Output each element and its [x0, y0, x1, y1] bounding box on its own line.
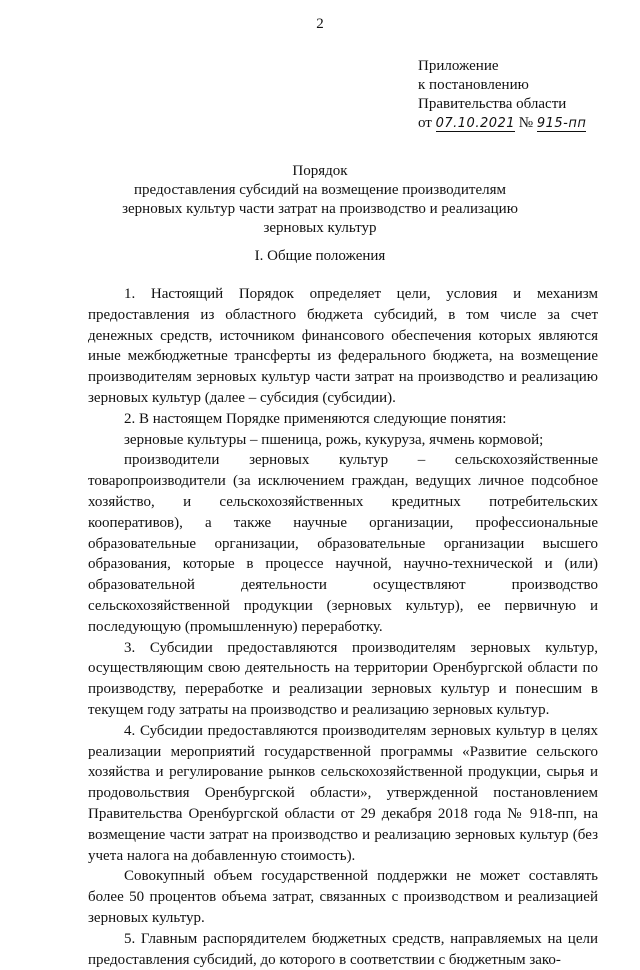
paragraph-1: 1. Настоящий Порядок определяет цели, условия и механизм предоставления из областного бюджета субсидий, в том числе за счет денежных средств, источником финансового обеспечения которых являются иные межбюджетные трансферты из федерального бюджета, на возмещение производителям зерновых культур части затрат на производство и реализацию зерновых культур (далее – субсидия (субсидии). [88, 286, 598, 406]
title-line-2: предоставления субсидий на возмещение производителям [133, 182, 507, 198]
paragraph-3: 3. Субсидии предоставляются производителям зерновых культур, осуществляющим свою деятельность на территории Оренбургской области по производству, переработке и реализации зерновых культур и понесшим в текущем году затраты на производство и реализацию зерновых культур. [88, 639, 598, 718]
appendix-date-line [418, 114, 586, 133]
paragraph-2: 2. В настоящем Порядке применяются следующие понятия: [124, 410, 507, 427]
appendix-line-3: Правительства области [418, 96, 567, 112]
paragraph-4: 4. Субсидии предоставляются производителям зерновых культур в целях реализации мероприятий государственной программы «Развитие сельского хозяйства и регулирование рынков сельскохозяйственной продукции, сырья и продовольствия Оренбургской области», утвержденной постановлением Правительства Оренбургской области от 29 декабря 2018 года № 918-пп, на возмещение части затрат на производство и реализацию зерновых культур (без учета налога на добавленную стоимость). [88, 722, 598, 864]
paragraph-support-limit: Совокупный объем государственной поддержки не может составлять более 50 процентов объема затрат, связанных с производством и реализацией зерновых культур. [88, 868, 598, 926]
paragraph-definition-grain: зерновые культуры – пшеница, рожь, кукуруза, ячмень кормовой; [124, 431, 544, 448]
title-line-1: Порядок [292, 163, 348, 179]
number-sign: № [518, 115, 534, 131]
appendix-from-prefix: от [418, 115, 432, 131]
handwritten-date: 07.10.2021 [435, 116, 516, 131]
handwritten-number: 915-пп [536, 116, 587, 131]
page-number: 2 [316, 16, 324, 32]
appendix-line-1: Приложение [418, 58, 499, 74]
paragraph-5: 5. Главным распорядителем бюджетных средств, направляемых на цели предоставления субсидий, до которого в соответствии с бюджетным зако- [88, 930, 598, 968]
body-text [88, 284, 598, 970]
title-line-4: зерновых культур [263, 220, 377, 236]
appendix-block [418, 57, 586, 133]
section-heading: I. Общие положения [254, 248, 386, 264]
appendix-line-2: к постановлению [418, 77, 529, 93]
paragraph-definition-producers: производители зерновых культур – сельскохозяйственные товаропроизводители (за исключением граждан, ведущих личное подсобное хозяйство, и сельскохозяйственных кредитных потребительских кооперативов), а также научные организации, профессиональные образовательные организации, образовательные организации высшего образования, которые в процессе научной, научно-технической и (или) образовательной деятельности осуществляют производство сельскохозяйственной продукции (зерновых культур), ее первичную и последующую (промышленную) переработку. [88, 452, 598, 635]
title-line-3: зерновых культур части затрат на производство и реализацию [122, 201, 518, 217]
